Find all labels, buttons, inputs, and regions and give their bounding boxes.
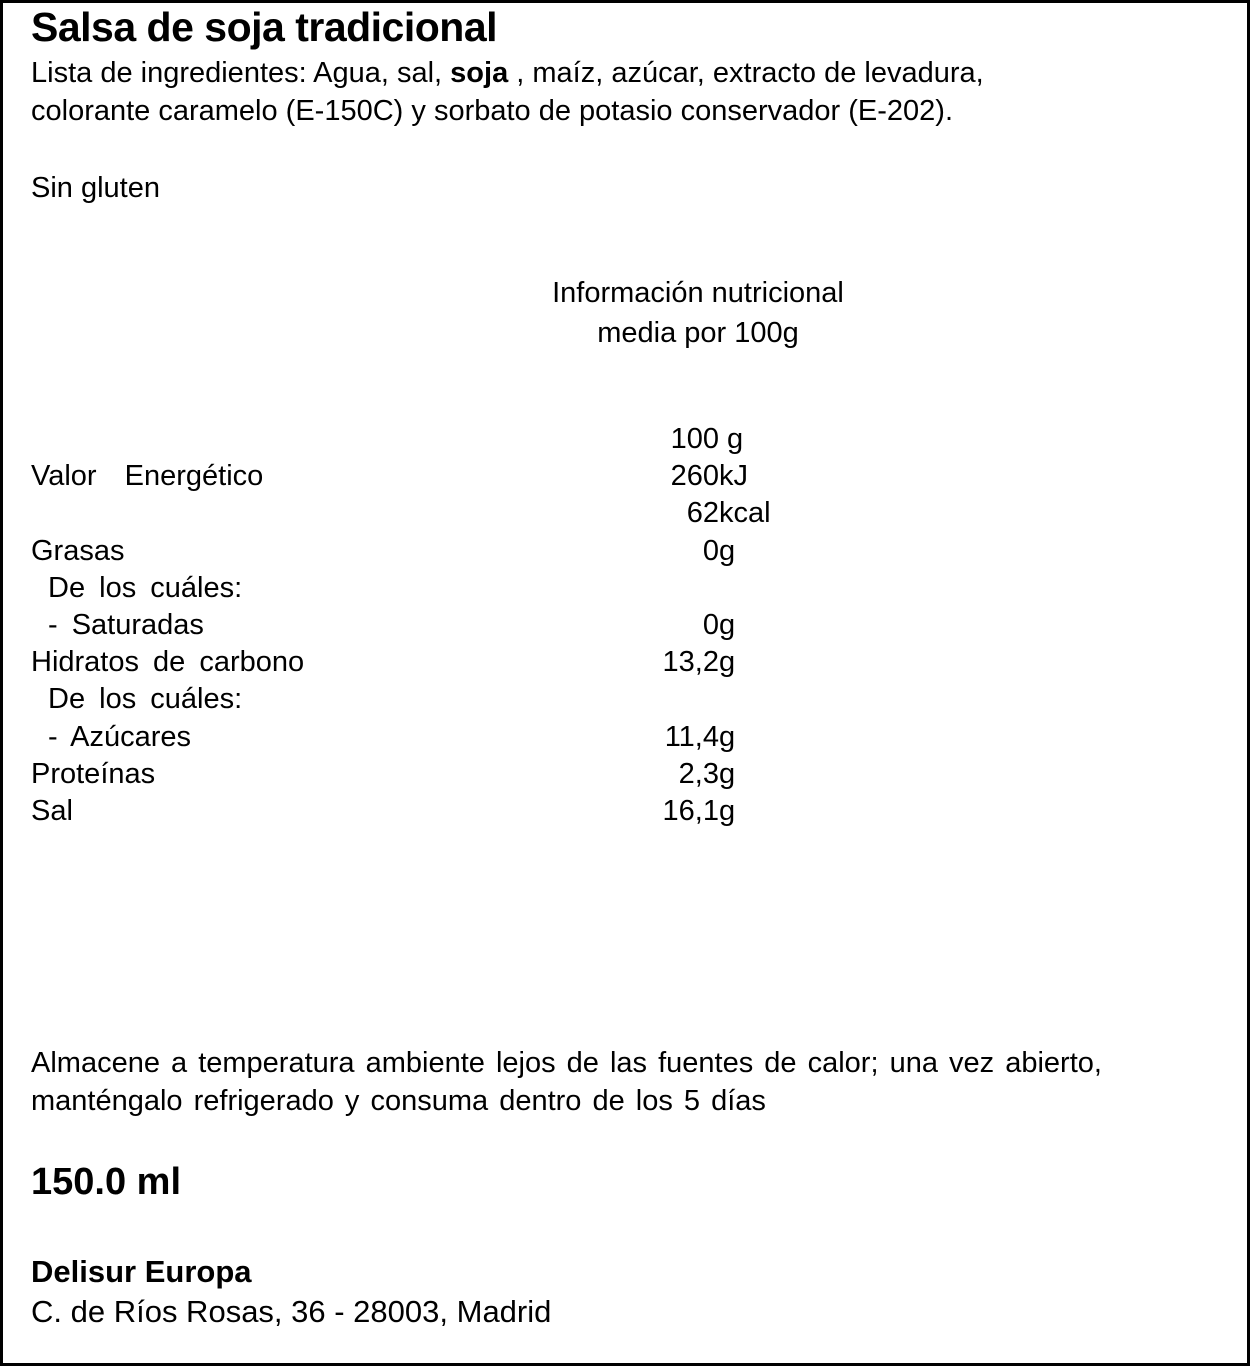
nutrient-label: De los cuáles: (48, 571, 243, 604)
storage-line2: manténgalo refrigerado y consuma dentro de los 5 días (31, 1085, 766, 1117)
nutrition-row (31, 646, 1221, 683)
nutrient-label: Grasas (31, 534, 125, 567)
nutrient-label: Hidratos de carbono (31, 646, 305, 679)
nutrition-row (31, 460, 1221, 497)
nutrient-unit: kJ (719, 460, 748, 493)
manufacturer-block (31, 1252, 551, 1332)
nutrition-row (31, 572, 1221, 609)
nutrient-label: Sal (31, 794, 73, 827)
net-quantity: 150.0 ml (31, 1161, 181, 1203)
nutrient-label: De los cuáles: (48, 683, 243, 716)
nutrient-unit: g (719, 757, 736, 790)
nutrient-label: - Azúcares (48, 720, 191, 753)
ingredients-text-pre: Lista de ingredientes: Agua, sal, (31, 57, 451, 89)
nutrient-label: Proteínas (31, 757, 156, 790)
nutrition-row (31, 497, 1221, 534)
nutrition-header-basis: media por 100g (597, 317, 799, 349)
nutrient-unit: g (719, 794, 736, 827)
nutrient-unit: g (719, 534, 736, 567)
ingredients-text-post: , maíz, azúcar, extracto de levadura, (508, 57, 984, 89)
nutrient-value: 2,3 (678, 757, 719, 790)
nutrient-value: 11,4 (664, 720, 719, 753)
nutrient-unit: g (719, 646, 736, 679)
nutrition-row (31, 423, 1221, 460)
nutrition-header (353, 273, 1043, 353)
nutrient-label: - Saturadas (48, 608, 204, 641)
nutrient-value: 100 (670, 423, 719, 455)
nutrient-label: Valor Energético (31, 460, 264, 493)
nutrient-value: 16,1 (662, 794, 719, 827)
storage-line1: Almacene a temperatura ambiente lejos de las fuentes de calor; una vez abierto, (31, 1047, 1102, 1079)
gluten-free-note: Sin gluten (31, 172, 160, 204)
storage-instructions (31, 1044, 1102, 1120)
manufacturer-address: C. de Ríos Rosas, 36 - 28003, Madrid (31, 1294, 552, 1329)
nutrient-value: 62 (686, 497, 719, 530)
nutrition-row (31, 795, 1221, 832)
nutrient-unit: kcal (719, 497, 771, 530)
manufacturer-name: Delisur Europa (31, 1254, 252, 1289)
nutrition-row (31, 721, 1221, 758)
nutrient-value: 0 (702, 534, 719, 567)
nutrition-row (31, 683, 1221, 720)
nutrient-unit: g (719, 608, 736, 641)
nutrition-header-title: Información nutricional (552, 277, 844, 309)
nutrient-value: 13,2 (662, 646, 719, 679)
nutrition-row (31, 758, 1221, 795)
product-title: Salsa de soja tradicional (31, 4, 498, 50)
ingredients-text-line2: colorante caramelo (E-150C) y sorbato de potasio conservador (E-202). (31, 95, 954, 127)
nutrient-value: 260 (670, 460, 719, 493)
nutrient-unit: g (719, 423, 744, 455)
nutrient-value: 0 (702, 608, 719, 641)
nutrition-row (31, 535, 1221, 572)
ingredients-allergen-soja: soja (450, 57, 509, 89)
nutrition-table (31, 423, 1221, 832)
ingredients-list (31, 54, 984, 130)
nutrient-unit: g (719, 720, 736, 753)
nutrition-row (31, 609, 1221, 646)
